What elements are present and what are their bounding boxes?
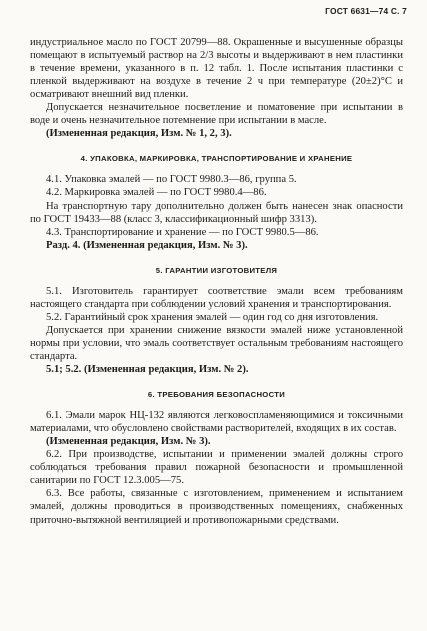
paragraph: 4.1. Упаковка эмалей — по ГОСТ 9980.3—86, группа 5. [46,174,297,186]
paragraph: 5.1. Изготовитель гарантирует соответствие эмали всем требованиям настоящего стандарта при соблюдении условий хранения и транспортирования. [30,285,403,310]
paragraph: 5.2. Гарантийный срок хранения эмалей — один год со дня изготовления. [46,311,379,323]
paragraph: 4.3. Транспортирование и хранение — по ГОСТ 9980.5—86. [46,226,319,238]
revision-note: (Измененная редакция, Изм. № 1, 2, 3). [46,128,232,140]
paragraph: Допускается незначительное посветление и поматовение при испытании в воде и очень незначительное потемнение при испытании в масле. [30,102,403,127]
paragraph: 4.2. Маркировка эмалей — по ГОСТ 9980.4—86. [46,187,267,199]
paragraph: 6.3. Все работы, связанные с изготовлением, применением и испытанием эмалей, должны проводиться в производственных помещениях, снабженных приточно-вытяжной вентиляцией и противопожарными средствами. [30,488,403,526]
paragraph: На транспортную тару дополнительно должен быть нанесен знак опасности по ГОСТ 19433—88 (класс 3, классификационный шифр 3313). [30,200,403,225]
section-heading-6: 6. ТРЕБОВАНИЯ БЕЗОПАСНОСТИ [147,390,286,400]
paragraph: Допускается при хранении снижение вязкости эмалей ниже установленной нормы при условии, что эмаль соответствует остальным требованиям настоящего стандарта. [30,324,403,362]
paragraph: 6.2. При производстве, испытании и применении эмалей должны строго соблюдаться требования правил пожарной безопасности и промышленной санитарии по ГОСТ 12.3.005—75. [30,449,403,487]
revision-note: Разд. 4. (Измененная редакция, Изм. № 3). [46,239,248,251]
document-body [30,36,403,527]
revision-note: 5.1; 5.2. (Измененная редакция, Изм. № 2). [46,364,249,376]
section-heading-5: 5. ГАРАНТИИ ИЗГОТОВИТЕЛЯ [155,265,278,275]
paragraph: индустриальное масло по ГОСТ 20799—88. Окрашенные и высушенные образцы помещают в испытуемый раствор на 2/3 высоты и выдерживают в нем пластинки в течение времени, указанного в п. 12 табл. 1. После испытания пластинки с пленкой выдерживают на воздухе в течение 2 ч при температуре (20±2)°C и осматривают внешний вид пленки. [30,37,403,101]
page-header: ГОСТ 6631—74 С. 7 [325,6,407,16]
paragraph: 6.1. Эмали марок НЦ-132 являются легковоспламеняющимися и токсичными материалами, что обусловлено свойствами растворителей, входящих в их состав. [30,410,403,435]
revision-note: (Измененная редакция, Изм. № 3). [46,436,211,448]
section-heading-4: 4. УПАКОВКА, МАРКИРОВКА, ТРАНСПОРТИРОВАНИЕ И ХРАНЕНИЕ [80,154,353,164]
